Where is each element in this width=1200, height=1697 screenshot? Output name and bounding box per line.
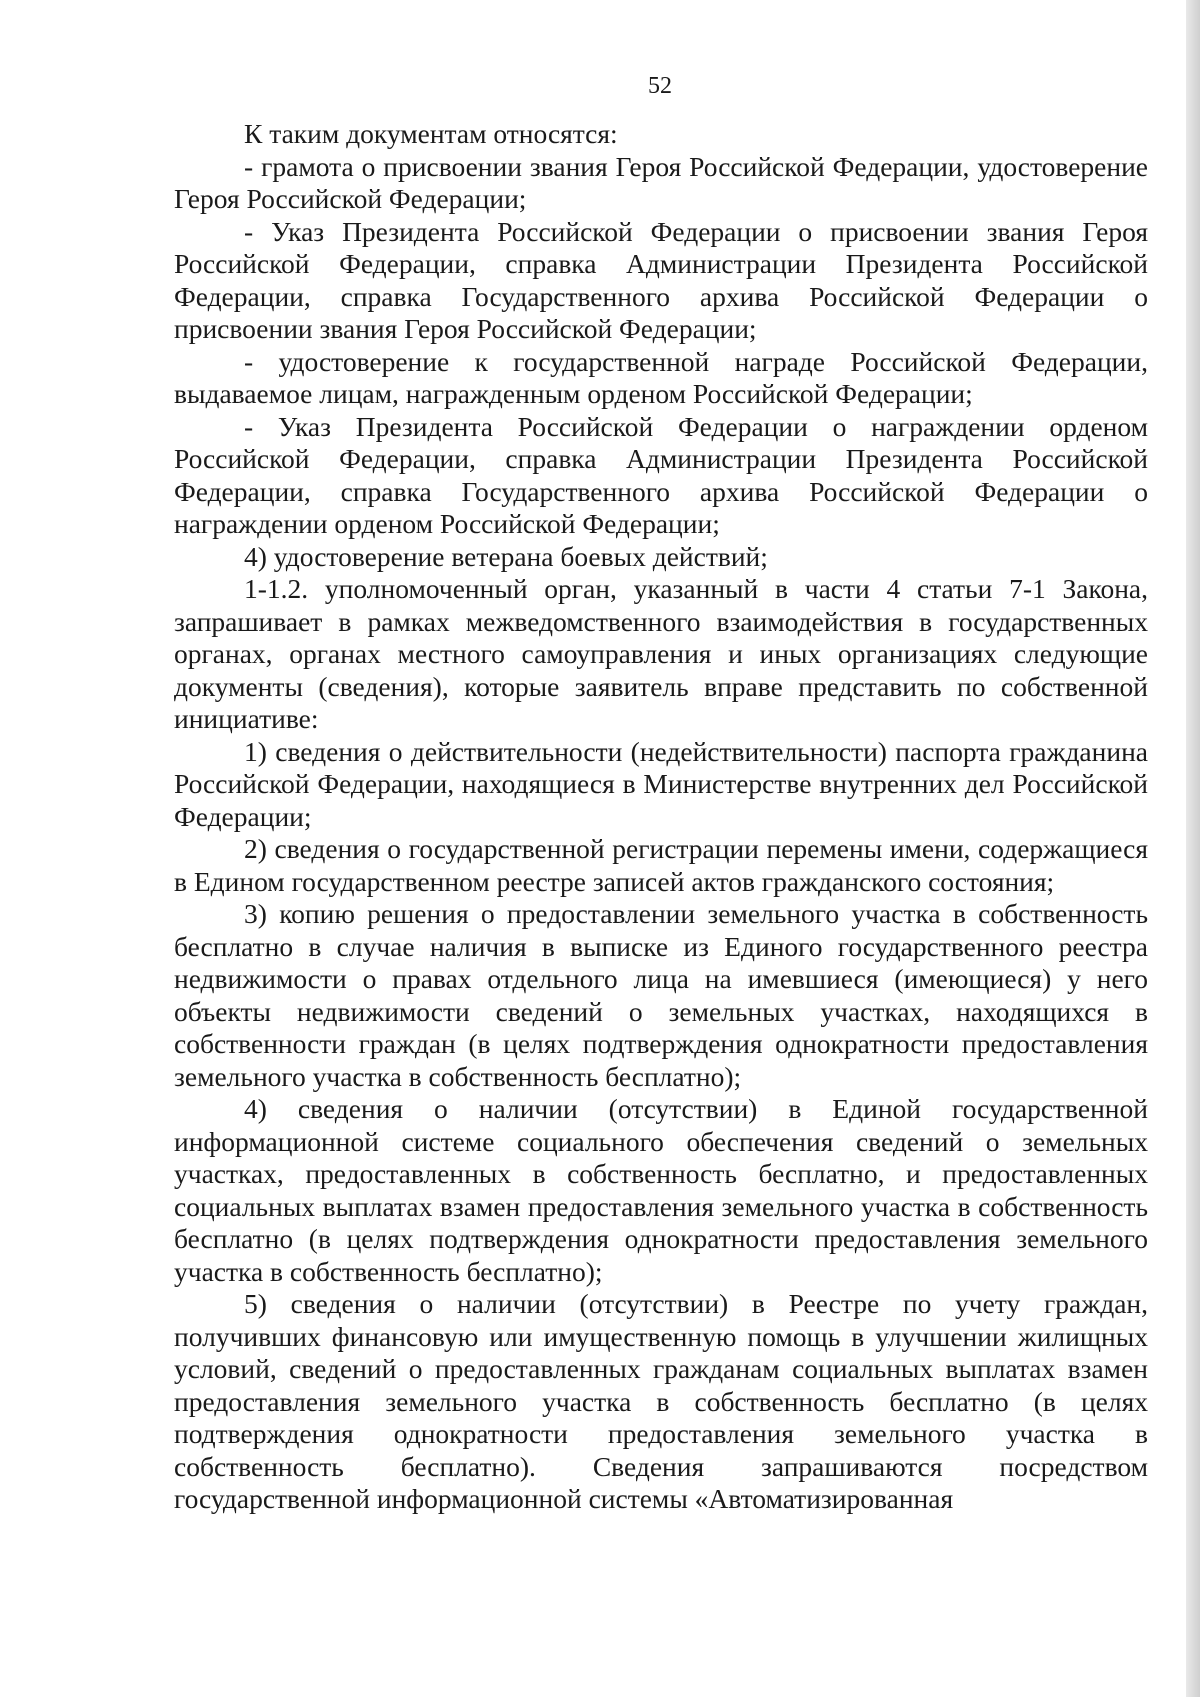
paragraph-item: 1) сведения о действительности (недействительности) паспорта гражданина Российской Федерации, находящиеся в Министерстве внутренних дел Российской Федерации; — [174, 735, 1148, 832]
scan-edge — [1186, 0, 1200, 1697]
paragraph-item: - Указ Президента Российской Федерации о присвоении звания Героя Российской Федерации, справка Администрации Президента Российской Федерации, справка Государственного архива Российской Федерации о присвоении звания Героя Российской Федерации; — [174, 215, 1148, 344]
paragraph-item: - Указ Президента Российской Федерации о награждении орденом Российской Федерации, справка Администрации Президента Российской Федерации, справка Государственного архива Российской Федерации о награждении орденом Российской Федерации; — [174, 410, 1148, 539]
page-number: 52 — [648, 73, 672, 99]
paragraph-item: 4) сведения о наличии (отсутствии) в Единой государственной информационной системе социального обеспечения сведений о земельных участках, предоставленных в собственность бесплатно, и предоставленных социальных выплатах взамен предоставления земельного участка в собственность бесплатно (в целях подтверждения однократности предоставления земельного участка в собственность бесплатно); — [174, 1093, 1148, 1287]
paragraph-item: 3) копию решения о предоставлении земельного участка в собственность бесплатно в случае наличия в выписке из Единого государственного реестра недвижимости о правах отдельного лица на имевшиеся (имеющиеся) у него объекты недвижимости сведений о земельных участках, находящихся в собственности граждан (в целях подтверждения однократности предоставления земельного участка в собственность бесплатно); — [174, 898, 1148, 1092]
paragraph-item: - грамота о присвоении звания Героя Российской Федерации, удостоверение Героя Российской Федерации; — [174, 150, 1148, 214]
paragraph-item: 4) удостоверение ветерана боевых действий; — [244, 540, 768, 572]
paragraph-item: - удостоверение к государственной награде Российской Федерации, выдаваемое лицам, награжденным орденом Российской Федерации; — [174, 345, 1148, 409]
paragraph-section: 1-1.2. уполномоченный орган, указанный в части 4 статьи 7-1 Закона, запрашивает в рамках межведомственного взаимодействия в государственных органах, органах местного самоуправления и иных организациях следующие документы (сведения), которые заявитель вправе представить по собственной инициативе: — [174, 573, 1148, 734]
document-body — [174, 118, 1148, 1516]
paragraph-item: 5) сведения о наличии (отсутствии) в Реестре по учету граждан, получивших финансовую или имущественную помощь в улучшении жилищных условий, сведений о предоставленных гражданам социальных выплатах взамен предоставления земельного участка в собственность бесплатно (в целях подтверждения однократности предоставления земельного участка в собственность бесплатно). Сведения запрашиваются посредством государственной информационной системы «Автоматизированная — [174, 1288, 1148, 1514]
paragraph-item: 2) сведения о государственной регистрации перемены имени, содержащиеся в Едином государственном реестре записей актов гражданского состояния; — [174, 833, 1148, 897]
paragraph-intro: К таким документам относятся: — [244, 118, 618, 149]
